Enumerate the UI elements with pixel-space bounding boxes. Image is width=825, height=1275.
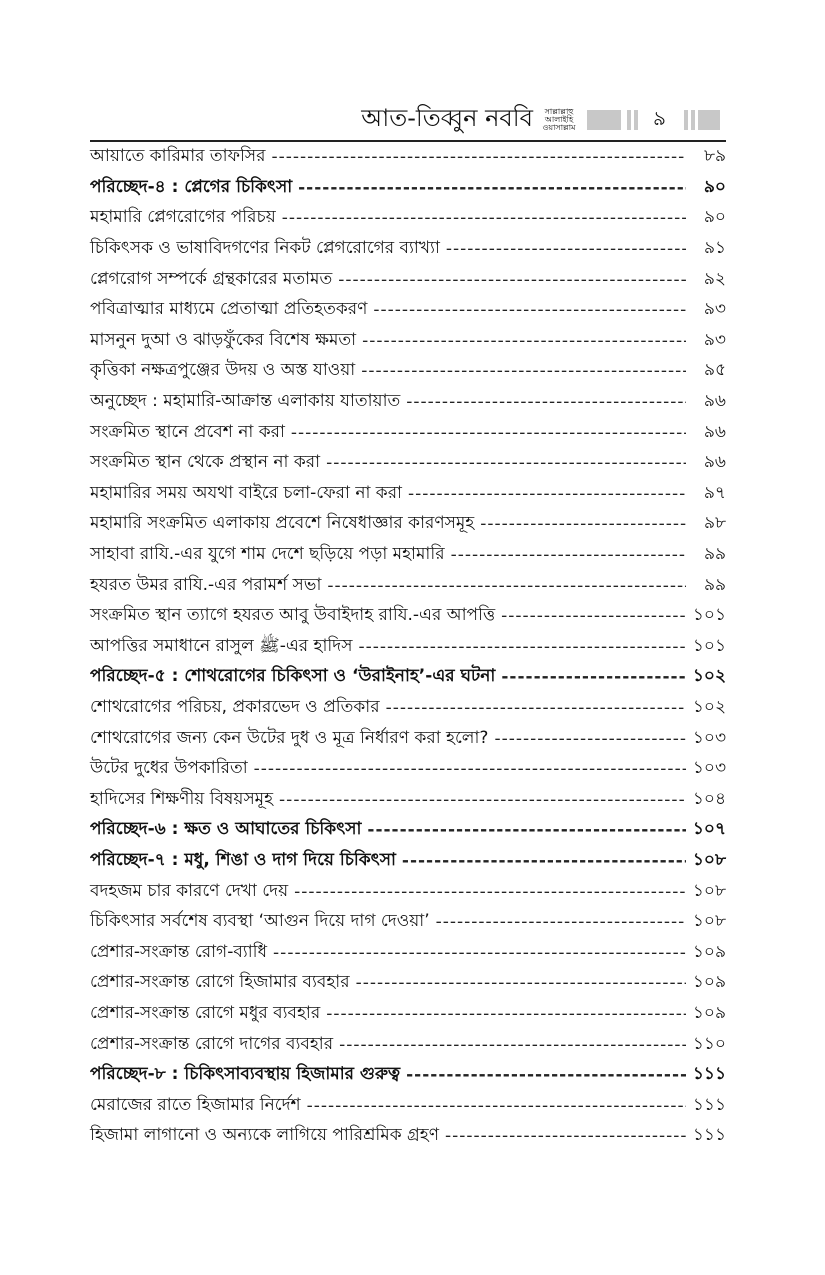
dot-leader [291,423,686,443]
running-header [90,100,726,142]
toc-entry-page: ১০২ [692,696,726,717]
dot-leader [386,698,686,718]
dot-leader [367,820,686,840]
toc-entry-title: প্রেশার-সংক্রান্ত রোগে মধুর ব্যবহার [90,1002,321,1023]
toc-entry-page: ৯৯ [703,574,726,595]
dot-leader [339,1035,686,1055]
dot-leader [408,484,686,504]
dot-leader [402,851,686,871]
toc-entry [90,1121,726,1152]
toc-entry-page: ১০৪ [692,788,726,809]
toc-entry-title: প্রেশার-সংক্রান্ত রোগ-ব্যাধি [90,941,268,962]
toc-entry-title: আয়াতে কারিমার তাফসির [90,146,266,167]
toc-entry [90,264,726,295]
dot-leader [451,545,686,565]
dot-leader [406,392,686,412]
toc-entry-title: পরিচ্ছেদ-৬ : ক্ষত ও আঘাতের চিকিৎসা [90,819,362,840]
toc-entry-title: পরিচ্ছেদ-৪ : প্লেগের চিকিৎসা [90,176,293,197]
toc-entry-page: ৯৮ [703,513,726,534]
dot-leader [406,1065,686,1085]
dot-leader [307,1096,686,1116]
toc-entry-page: ১০৮ [692,911,726,932]
toc-entry [90,1090,726,1121]
toc-entry [90,754,726,785]
toc-entry [90,693,726,724]
dot-leader [327,576,686,596]
dot-leader [446,239,686,259]
toc-entry-title: অনুচ্ছেদ : মহামারি-আক্রান্ত এলাকায় যাতায়াত [90,391,401,412]
dot-leader [445,1126,686,1146]
toc-entry-page: ১১১ [692,1064,726,1085]
toc-entry [90,937,726,968]
toc-chapter-entry [90,662,726,693]
toc-entry [90,387,726,418]
toc-entry-title: মহামারি সংক্রমিত এলাকায় প্রবেশে নিষেধাজ্ঞার কারণসমূহ [90,513,475,534]
header-decoration-left [587,109,641,131]
toc-entry-page: ৯০ [703,207,726,228]
toc-entry [90,999,726,1030]
salawat-calligraphy: সাল্লাল্লাহু আলাইহি ওয়াসাল্লাম [542,107,576,132]
dot-leader [282,208,686,228]
toc-entry-page: ১১১ [692,1094,726,1115]
toc-entry [90,479,726,510]
dot-leader [298,178,686,198]
toc-entry-page: ১০২ [692,666,726,687]
toc-entry [90,203,726,234]
toc-entry [90,723,726,754]
toc-entry-title: সংক্রমিত স্থানে প্রবেশ না করা [90,421,285,442]
toc-entry-page: ৯২ [703,268,726,289]
dot-leader [271,147,686,167]
toc-entry-page: ১০৮ [692,849,726,870]
dot-leader [501,667,686,687]
toc-entry-title: বদহজম চার কারণে দেখা দেয় [90,880,289,901]
toc-entry-page: ৮৯ [703,146,726,167]
dot-leader [294,882,686,902]
toc-entry-title: প্রেশার-সংক্রান্ত রোগে দাগের ব্যবহার [90,1033,334,1054]
toc-entry-title: সাহাবা রাযি.-এর যুগে শাম দেশে ছড়িয়ে পড়া মহামারি [90,544,445,565]
header-decoration-right [684,109,726,131]
toc-entry-title: কৃত্তিকা নক্ষত্রপুঞ্জের উদয় ও অস্ত যাওয়া [90,360,356,381]
toc-entry-page: ১০১ [692,635,726,656]
dot-leader [436,912,686,932]
toc-entry-page: ১০৮ [692,880,726,901]
dot-leader [273,943,686,963]
toc-entry [90,632,726,663]
page-number: ৯ [653,105,666,130]
dot-leader [279,790,686,810]
toc-chapter-entry [90,1060,726,1091]
toc-entry-page: ১০৭ [692,819,726,840]
toc-entry [90,601,726,632]
toc-entry-title: শোথরোগের জন্য কেন উটের দুধ ও মূত্র নির্ধারণ করা হলো? [90,727,489,748]
dot-leader [480,514,686,534]
toc-entry-title: মেরাজের রাতে হিজামার নির্দেশ [90,1094,301,1115]
toc-chapter-entry [90,846,726,877]
toc-entry-page: ৯০ [703,176,726,197]
toc-entry-page: ১০৯ [692,1002,726,1023]
toc-entry [90,234,726,265]
dot-leader [494,729,686,749]
toc-entry-page: ১১০ [692,1033,726,1054]
toc-chapter-entry [90,173,726,204]
toc-entry-title: প্রেশার-সংক্রান্ত রোগে হিজামার ব্যবহার [90,972,350,993]
toc-entry [90,876,726,907]
toc-entry [90,1029,726,1060]
toc-entry-title: হাদিসের শিক্ষণীয় বিষয়সমূহ [90,788,274,809]
toc-entry-title: শোথরোগের পরিচয়, প্রকারভেদ ও প্রতিকার [90,696,380,717]
dot-leader [326,453,686,473]
toc-entry-page: ৯৬ [703,391,726,412]
toc-entry [90,509,726,540]
toc-entry [90,142,726,173]
toc-entry-page: ১০১ [692,605,726,626]
toc-entry-title: পবিত্রাত্মার মাধ্যমে প্রেতাত্মা প্রতিহতকরণ [90,299,368,320]
dot-leader [326,1004,686,1024]
toc-entry-title: প্লেগরোগ সম্পর্কে গ্রন্থকারের মতামত [90,268,333,289]
toc-entry [90,570,726,601]
toc-entry-page: ১০৩ [692,758,726,779]
toc-entry-title: উটের দুধের উপকারিতা [90,758,248,779]
toc-entry-title: সংক্রমিত স্থান ত্যাগে হযরত আবু উবাইদাহ রাযি.-এর আপত্তি [90,605,496,626]
toc-entry [90,356,726,387]
book-title: আত-তিব্বুন নববি [361,104,534,132]
toc-entry-page: ১১১ [692,1125,726,1146]
toc-entry-title: হিজামা লাগানো ও অন্যকে লাগিয়ে পারিশ্রমিক গ্রহণ [90,1125,439,1146]
dot-leader [362,331,686,351]
dot-leader [338,270,686,290]
dot-leader [358,637,686,657]
dot-leader [254,759,686,779]
toc-entry-title: পরিচ্ছেদ-৫ : শোথরোগের চিকিৎসা ও ‘উরাইনাহ’-এর ঘটনা [90,666,496,687]
toc-entry [90,968,726,999]
toc-entry-page: ১০৯ [692,972,726,993]
toc-entry [90,907,726,938]
table-of-contents [90,142,726,1152]
toc-entry [90,326,726,357]
dot-leader [361,361,686,381]
toc-entry-title: মহামারি প্লেগরোগের পরিচয় [90,207,276,228]
toc-entry-title: চিকিৎসক ও ভাষাবিদগণের নিকট প্লেগরোগের ব্যাখ্যা [90,238,440,259]
toc-entry-page: ৯৬ [703,421,726,442]
toc-entry-page: ১০৩ [692,727,726,748]
toc-entry-title: সংক্রমিত স্থান থেকে প্রস্থান না করা [90,452,321,473]
toc-entry-page: ৯১ [703,238,726,259]
toc-entry [90,295,726,326]
dot-leader [356,973,686,993]
dot-leader [501,606,686,626]
toc-entry-title: পরিচ্ছেদ-৮ : চিকিৎসাব্যবস্থায় হিজামার গুরুত্ব [90,1064,401,1085]
toc-entry-title: মহামারির সময় অযথা বাইরে চলা-ফেরা না করা [90,482,402,503]
toc-entry-title: আপত্তির সমাধানে রাসুল ﷺ-এর হাদিস [90,635,353,656]
toc-entry-page: ৯৩ [703,329,726,350]
toc-entry [90,448,726,479]
toc-entry-title: মাসনুন দুআ ও ঝাড়ফুঁকের বিশেষ ক্ষমতা [90,329,357,350]
toc-entry [90,540,726,571]
toc-entry-page: ৯৬ [703,452,726,473]
dot-leader [373,300,686,320]
toc-entry-title: পরিচ্ছেদ-৭ : মধু, শিঙা ও দাগ দিয়ে চিকিৎসা [90,849,396,870]
toc-entry-page: ৯৩ [703,299,726,320]
toc-entry-page: ১০৯ [692,941,726,962]
toc-entry-title: হযরত উমর রাযি.-এর পরামর্শ সভা [90,574,322,595]
toc-entry [90,417,726,448]
toc-chapter-entry [90,815,726,846]
toc-entry [90,784,726,815]
toc-entry-page: ৯৫ [703,360,726,381]
toc-entry-page: ৯৯ [703,544,726,565]
toc-entry-page: ৯৭ [703,482,726,503]
toc-entry-title: চিকিৎসার সর্বশেষ ব্যবস্থা ‘আগুন দিয়ে দাগ দেওয়া’ [90,911,430,932]
